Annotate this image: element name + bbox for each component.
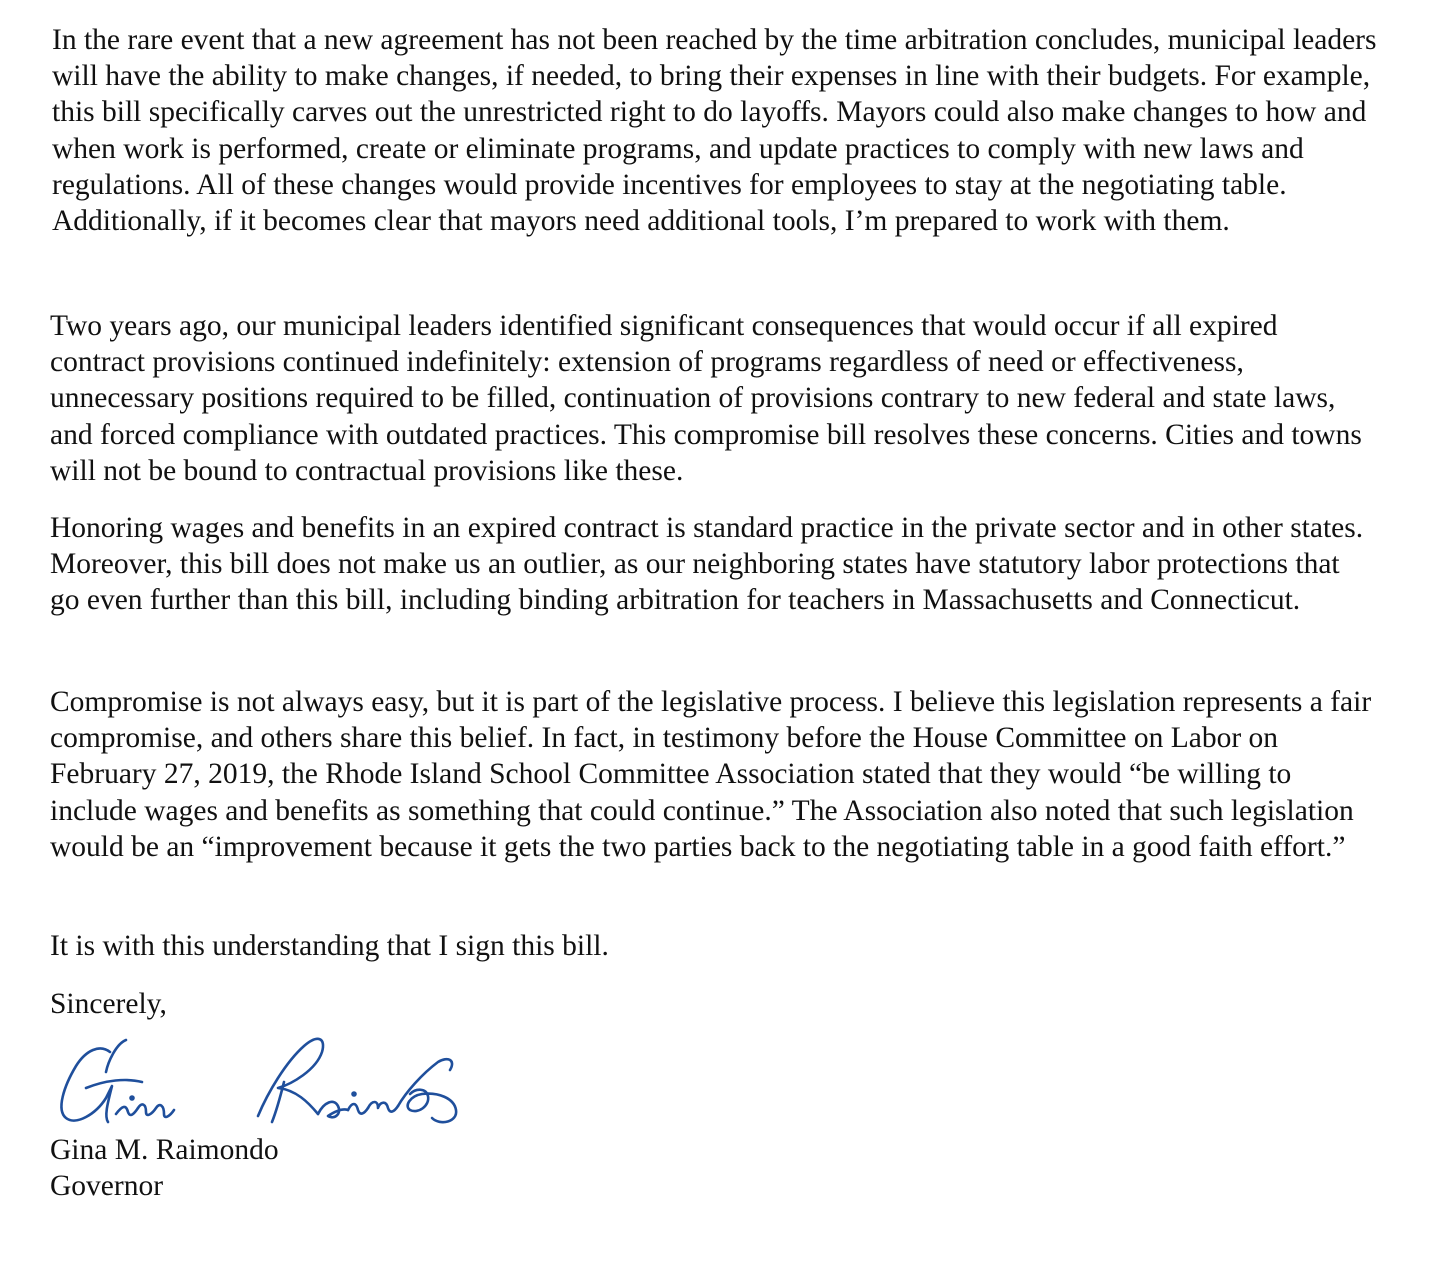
signature-icon: [46, 1022, 466, 1134]
paragraph-conclusion: It is with this understanding that I sign this bill.: [50, 930, 609, 962]
paragraph-wages-benefits: Honoring wages and benefits in an expired contract is standard practice in the private sector and in other states. Moreover, this bill does not make us an outlier, as our neighboring states have statutory labor protections that go even further than this bill, including binding arbitration for teachers in Massachusetts and Connecticut.: [50, 512, 1364, 617]
signer-title: Governor: [50, 1170, 164, 1202]
paragraph-compromise: Compromise is not always easy, but it is part of the legislative process. I believe this legislation represents a fair compromise, and others share this belief. In fact, in testimony before the House Committee on Labor on February 27, 2019, the Rhode Island School Committee Association stated that they would “be willing to include wages and benefits as something that could continue.” The Association also noted that such legislation would be an “improvement because it gets the two parties back to the negotiating table in a good faith effort.”: [50, 686, 1372, 863]
closing-salutation: Sincerely,: [50, 988, 167, 1020]
paragraph-arbitration: In the rare event that a new agreement has not been reached by the time arbitration concludes, municipal leaders will have the ability to make changes, if needed, to bring their expenses in line with their budgets. For example, this bill specifically carves out the unrestricted right to do layoffs. Mayors could also make changes to how and when work is performed, create or eliminate programs, and update practices to comply with new laws and regulations. All of these changes would provide incentives for employees to stay at the negotiating table. Additionally, if it becomes clear that mayors need additional tools, I’m prepared to work with them.: [52, 24, 1377, 238]
signer-name: Gina M. Raimondo: [50, 1134, 279, 1166]
paragraph-consequences: Two years ago, our municipal leaders identified significant consequences that would occur if all expired contract provisions continued indefinitely: extension of programs regardless of need or effectiveness, unnecessary positions required to be filled, continuation of provisions contrary to new federal and state laws, and forced compliance with outdated practices. This compromise bill resolves these concerns. Cities and towns will not be bound to contractual provisions like these.: [50, 310, 1362, 487]
